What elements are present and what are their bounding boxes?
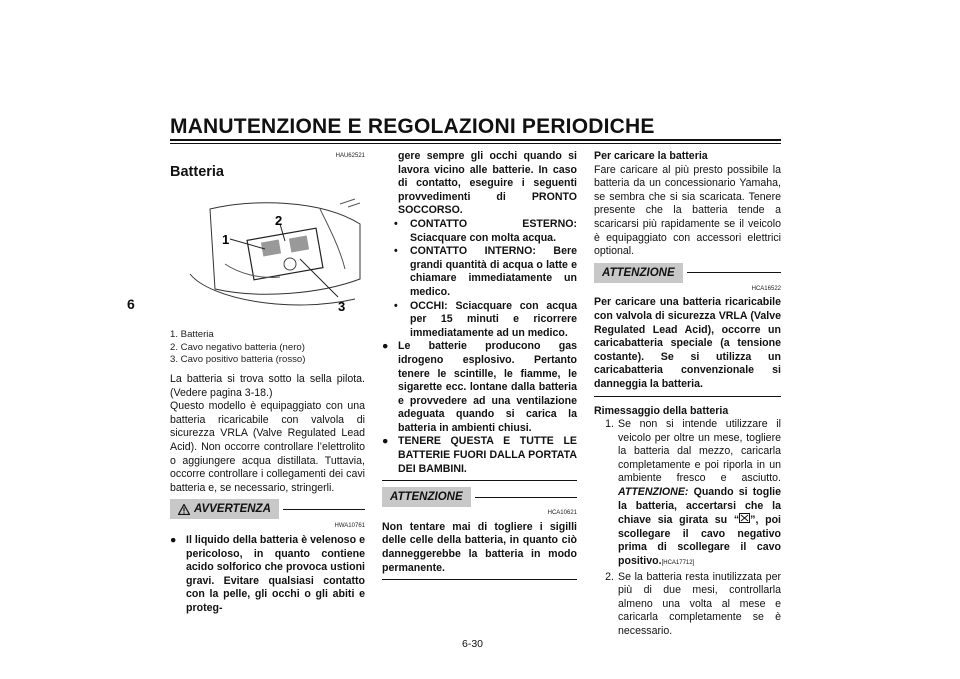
column-3	[594, 150, 781, 639]
battery-illustration	[170, 179, 365, 329]
column-1	[170, 150, 365, 615]
figure-caption-1: 1. Batteria	[170, 329, 214, 341]
caution-badge: ATTENZIONE	[382, 487, 471, 507]
caution-end-rule-2	[594, 396, 781, 397]
warning-header	[170, 499, 365, 519]
paragraph-charging: Fare caricare al più presto possibile la batteria da un concessionario Yamaha, se sembra che si sia scaricata. Tenere presente che la batteria tende a scaricarsi più rapidamente se il veicolo è equipaggiato con accessori elettrici optional.	[594, 163, 781, 258]
heading-charging: Per caricare la batteria	[594, 150, 708, 162]
bullet-small-icon: •	[394, 217, 398, 230]
battery-figure	[170, 179, 365, 329]
header-rule	[170, 139, 781, 141]
figure-caption-3: 3. Cavo positivo batteria (rosso)	[170, 354, 306, 366]
caution-header	[382, 487, 577, 507]
caution-badge-2: ATTENZIONE	[594, 263, 683, 283]
warning-continuation: gere sempre gli occhi quando si lavora vicino alle batterie. In caso di contatto, eseguire i seguenti provvedimenti di PRONTO SOCCORSO.	[398, 150, 577, 217]
caution-end-rule	[382, 579, 577, 580]
page-number: 6-30	[462, 638, 484, 650]
warning-triangle-icon	[178, 504, 190, 515]
chapter-tab-number: 6	[127, 296, 135, 312]
bullet-small-icon: •	[394, 245, 398, 258]
first-aid-external: • CONTATTO ESTERNO: Sciacquare con molta acqua.	[394, 217, 577, 244]
attention-inline: ATTENZIONE:	[618, 486, 689, 499]
step-number: 2.	[605, 570, 614, 583]
storage-step-2: 2. Se la batteria resta inutilizzata per più di due mesi, controllarla almeno una volta al mese e caricarla completamente se è necessario.	[594, 571, 781, 639]
caution-header-2	[594, 263, 781, 283]
inline-code: [HCA17712]	[661, 560, 695, 567]
caution-rule	[475, 497, 577, 498]
callout-2: 2	[275, 213, 283, 229]
storage-step-1: 1. Se non si intende utilizzare il veicolo per oltre un mese, togliere la batteria dal mezzo, caricarla completamente e poi riporla in un ambiente fresco e asciutto. ATTENZIONE: Quando si toglie la batteria, accertarsi che la chiave sia girata su “ ”, poi scollegare il cavo negativo prima di scollegare il cavo positivo.[HCA17712]	[594, 418, 781, 571]
caution-text-2: Per caricare una batteria ricaricabile con valvola di sicurezza VRLA (Valve Regulated Lead Acid), occorre un caricabatteria speciale (a tensione costante). Se si utilizza un caricabatteria convenzionale si danneggia la batteria.	[594, 296, 781, 390]
warning-label: AVVERTENZA	[194, 502, 271, 515]
caution-rule-2	[687, 272, 781, 273]
column-2	[382, 150, 577, 586]
step-number: 1.	[605, 418, 614, 431]
callout-3: 3	[338, 299, 346, 315]
paragraph-location: La batteria si trova sotto la sella pilota. (Vedere pagina 3-18.)	[170, 372, 365, 399]
page-header-title: MANUTENZIONE E REGOLAZIONI PERIODICHE	[170, 115, 655, 138]
section-code: HAU62521	[335, 153, 365, 159]
warning-code: HWA10761	[334, 523, 365, 530]
warning-badge	[170, 499, 279, 519]
heading-storage: Rimessaggio della batteria	[594, 404, 729, 417]
section-title-batteria: Batteria	[170, 163, 224, 180]
warning-rule	[283, 509, 365, 510]
caution-text: Non tentare mai di togliere i sigilli delle celle della batteria, in quanto ciò danneggerebbe la batteria in modo permanente.	[382, 520, 577, 574]
warning-end-rule	[382, 480, 577, 481]
paragraph-vrla: Questo modello è equipaggiato con una batteria ricaricabile con valvola di sicurezza VRLA (Valve Regulated Lead Acid). Non occorre controllare l’elettrolito o aggiungere acqua distillata. Tuttavia, occorre controllare i collegamenti dei cavi batteria e, se necessario, stringerli.	[170, 400, 365, 494]
warning-bullet-2: ● Le batterie producono gas idrogeno esplosivo. Pertanto tenere le scintille, le fiamme, le sigarette ecc. lontane dalla batteria e provvedere ad una ventilazione adeguata quando si carica la batteria in ambienti chiusi.	[382, 340, 577, 434]
bullet-dot-icon: ●	[382, 340, 389, 353]
storage-list	[594, 418, 781, 639]
bullet-small-icon: •	[394, 299, 398, 312]
first-aid-eyes: • OCCHI: Sciacquare con acqua per 15 minuti e ricorrere immediatamente ad un medico.	[394, 299, 577, 339]
callout-1: 1	[222, 232, 230, 248]
warning-bullet-1: ● Il liquido della batteria è velenoso e pericoloso, in quanto contiene acido solforico che provoca ustioni gravi. Evitare qualsiasi contatto con la pelle, gli occhi o gli abiti e proteg-	[170, 533, 365, 614]
first-aid-internal: • CONTATTO INTERNO: Bere grandi quantità di acqua o latte e chiamare immediatamente un medico.	[394, 245, 577, 298]
bullet-dot-icon: ●	[170, 533, 177, 546]
key-off-icon	[739, 513, 750, 523]
header-rule-thin	[170, 143, 781, 144]
bullet-dot-icon: ●	[382, 435, 389, 448]
figure-caption-2: 2. Cavo negativo batteria (nero)	[170, 341, 305, 353]
warning-bullet-3: ● TENERE QUESTA E TUTTE LE BATTERIE FUORI DALLA PORTATA DEI BAMBINI.	[382, 435, 577, 475]
caution-code-2: HCA16522	[751, 285, 781, 292]
caution-code: HCA10621	[547, 510, 577, 517]
